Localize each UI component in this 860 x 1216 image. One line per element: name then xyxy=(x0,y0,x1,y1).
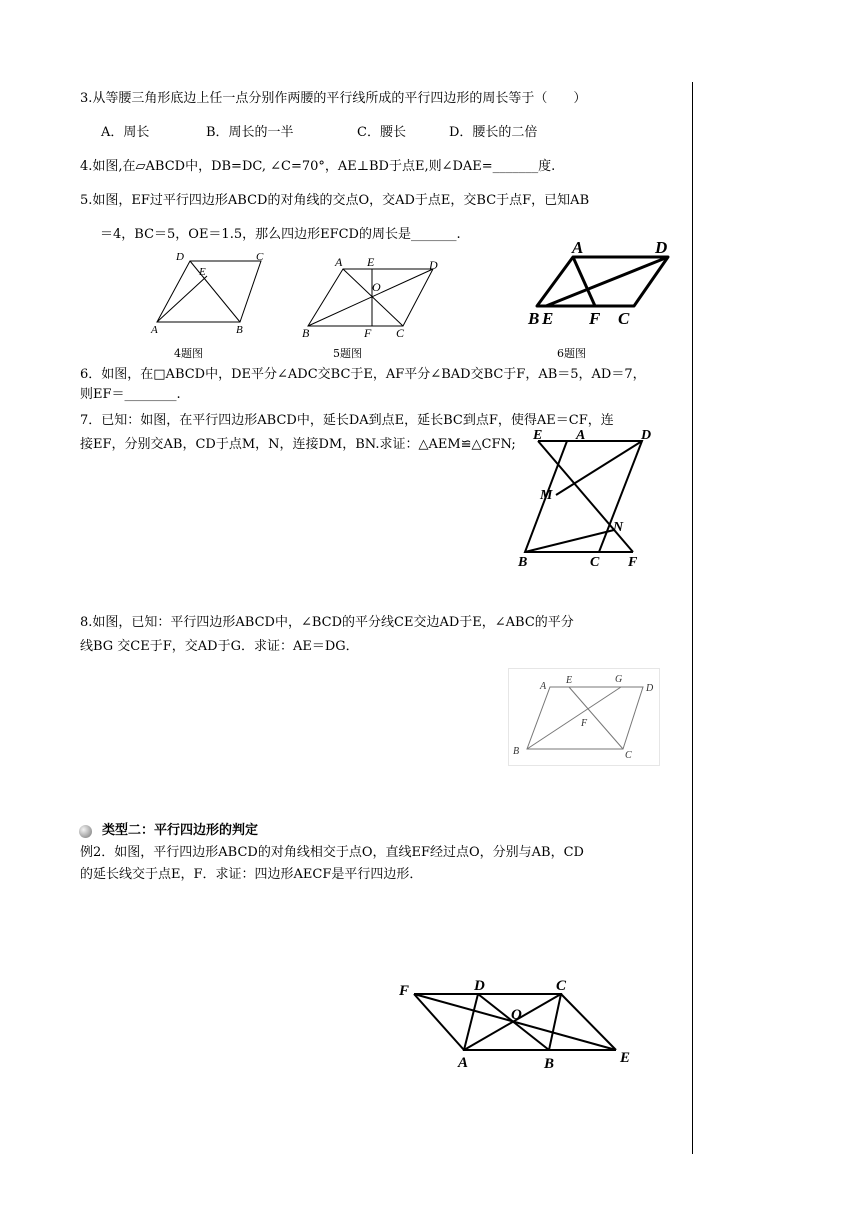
figure-5 xyxy=(298,252,448,342)
q8-label-e: E xyxy=(566,675,573,686)
q7-label-a: A xyxy=(576,428,586,443)
ex2-label-f: F xyxy=(399,983,410,999)
fig6-label-d: D xyxy=(655,238,668,257)
q6-line1: 6．如图，在□ABCD中，DE平分∠ADC交BC于E，AF平分∠BAD交BC于F，AB＝5，AD＝7， xyxy=(80,367,646,382)
fig4-label-d: D xyxy=(176,251,184,263)
ex2-label-b: B xyxy=(544,1056,555,1072)
q5-line1: 5.如图，EF过平行四边形ABCD的对角线的交点O，交AD于点E，交BC于点F，已知AB xyxy=(80,193,590,208)
q3-option-b: B．周长的一半 xyxy=(206,125,294,140)
ex2-label-c: C xyxy=(556,978,567,994)
section-bullet-icon xyxy=(79,825,92,838)
fig6-label-e: E xyxy=(542,309,554,328)
q7-label-d: D xyxy=(641,428,652,443)
figure-q7 xyxy=(512,424,662,572)
q7-line1: 7．已知：如图，在平行四边形ABCD中，延长DA到点E，延长BC到点F，使得AE＝CF，连 xyxy=(80,413,614,428)
q7-label-b: B xyxy=(518,555,528,570)
ex2-label-e: E xyxy=(620,1050,631,1066)
q3-text: 3.从等腰三角形底边上任一点分别作两腰的平行线所成的平行四边形的周长等于（ ） xyxy=(80,91,587,106)
fig5-caption: 5题图 xyxy=(333,347,362,360)
q7-label-c: C xyxy=(590,555,600,570)
q6-line2: 则EF＝________. xyxy=(80,387,181,402)
section2-title: 类型二：平行四边形的判定 xyxy=(102,823,259,838)
q7-label-e: E xyxy=(533,428,543,443)
q3-option-d: D．腰长的二倍 xyxy=(449,125,538,140)
figure-4 xyxy=(145,248,275,338)
fig5-label-f: F xyxy=(364,326,372,340)
q8-label-f: F xyxy=(581,718,588,729)
q8-line1: 8.如图，已知：平行四边形ABCD中，∠BCD的平分线CE交边AD于E，∠ABC的平分 xyxy=(80,615,574,630)
figure-q8 xyxy=(508,668,660,766)
fig6-label-c: C xyxy=(618,309,630,328)
fig4-caption: 4题图 xyxy=(174,347,203,360)
ex2-label-d: D xyxy=(474,978,485,994)
figure-6 xyxy=(523,236,683,331)
fig4-label-c: C xyxy=(256,251,264,263)
q8-label-c: C xyxy=(625,750,632,761)
fig6-label-a: A xyxy=(572,238,584,257)
q5-line2: ＝4，BC＝5，OE＝1.5，那么四边形EFCD的周长是_______. xyxy=(100,227,461,242)
fig4-label-e: E xyxy=(199,266,206,278)
q8-label-d: D xyxy=(646,683,654,694)
fig5-label-a: A xyxy=(335,255,343,269)
fig5-label-b: B xyxy=(302,326,310,340)
fig5-label-d: D xyxy=(429,258,438,272)
ex2-line2: 的延长线交于点E，F．求证：四边形AECF是平行四边形． xyxy=(80,867,423,882)
ex2-label-a: A xyxy=(458,1055,469,1071)
q7-label-f: F xyxy=(628,555,638,570)
q3-option-c: C．腰长 xyxy=(357,125,406,140)
fig6-label-b: B xyxy=(528,309,540,328)
q4-text: 4.如图,在▱ABCD中，DB=DC, ∠C=70°，AE⊥BD于点E,则∠DAE=_______度. xyxy=(80,159,556,174)
fig5-label-o: O xyxy=(372,280,381,294)
q7-line2: 接EF，分别交AB，CD于点M，N，连接DM，BN.求证：△AEM≌△CFN; xyxy=(80,437,516,452)
fig4-label-a: A xyxy=(151,324,158,336)
q8-label-a: A xyxy=(540,681,547,692)
fig5-label-c: C xyxy=(396,326,405,340)
q8-label-g: G xyxy=(615,674,623,685)
figure-ex2 xyxy=(392,974,642,1074)
q7-label-m: M xyxy=(540,488,553,503)
fig6-caption: 6题图 xyxy=(557,347,586,360)
fig4-label-b: B xyxy=(236,324,243,336)
fig6-label-f: F xyxy=(589,309,601,328)
margin-rule xyxy=(692,82,693,1154)
fig5-label-e: E xyxy=(367,255,375,269)
ex2-line1: 例2．如图，平行四边形ABCD的对角线相交于点O，直线EF经过点O，分别与AB，CD xyxy=(80,845,584,860)
q8-line2: 线BG 交CE于F，交AD于G．求证：AE＝DG． xyxy=(80,639,359,654)
q8-label-b: B xyxy=(513,746,520,757)
q3-option-a: A．周长 xyxy=(101,125,150,140)
ex2-label-o: O xyxy=(511,1007,522,1023)
q7-label-n: N xyxy=(613,520,624,535)
